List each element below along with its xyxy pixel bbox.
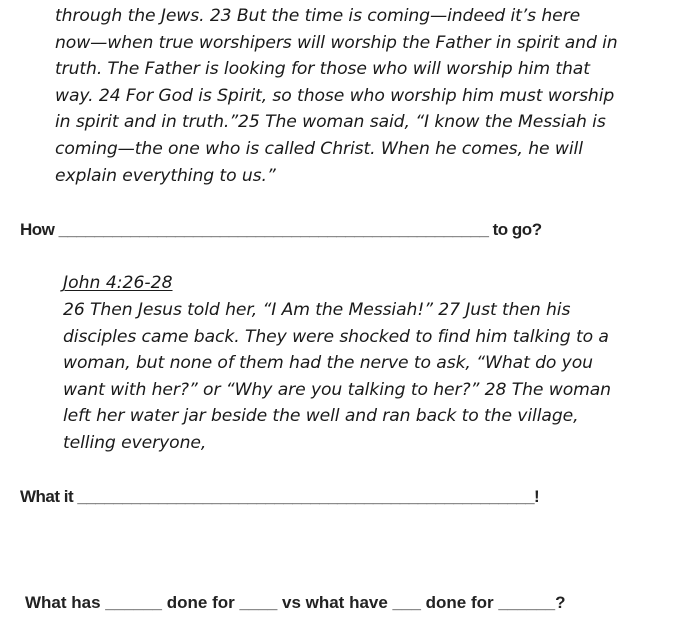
- passage-line: in spirit and in truth.”25 The woman said, “I know the Messiah is: [55, 112, 606, 133]
- passage-line: disciples came back. They were shocked to find him talking to a: [63, 326, 609, 347]
- passage-line: 26 Then Jesus told her, “I Am the Messiah!” 27 Just then his: [63, 300, 571, 320]
- fill-in-blank-what-has: What has ______ done for ____ vs what have ___ done for ______?: [25, 593, 566, 612]
- passage-line: through the Jews. 23 But the time is coming—indeed it’s here: [55, 6, 581, 26]
- passage-line: left her water jar beside the well and ran back to the village,: [63, 406, 579, 427]
- passage-line: way. 24 For God is Spirit, so those who worship him must worship: [55, 85, 615, 106]
- passage-line: explain everything to us.”: [55, 165, 276, 186]
- passage-line: truth. The Father is looking for those who will worship him that: [55, 59, 590, 80]
- scripture-passage-john-4-26-28: [63, 297, 611, 457]
- passage-line: telling everyone,: [63, 432, 207, 453]
- scripture-passage-john-4-22-25: [55, 3, 618, 189]
- fill-in-blank-what-it: What it ___________________________________________________!: [20, 487, 540, 506]
- passage-line: woman, but none of them had the nerve to ask, “What do you: [63, 353, 593, 374]
- scripture-reference-heading: John 4:26-28: [63, 273, 173, 293]
- fill-in-blank-how: How ________________________________________________ to go?: [20, 220, 542, 239]
- passage-line: now—when true worshipers will worship the Father in spirit and in: [55, 32, 618, 53]
- passage-line: coming—the one who is called Christ. When he comes, he will: [55, 138, 583, 159]
- passage-line: want with her?” or “Why are you talking to her?” 28 The woman: [63, 379, 611, 400]
